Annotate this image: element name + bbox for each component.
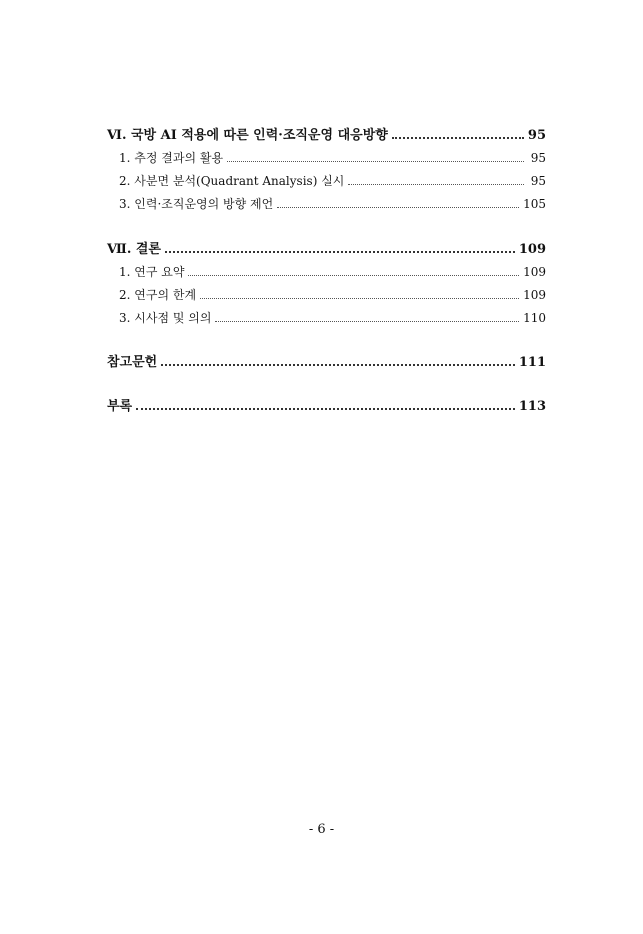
toc-page-number: 109 [523, 265, 546, 279]
toc-section[interactable] [107, 261, 546, 284]
toc-page-number: 95 [530, 151, 546, 165]
toc-leader [136, 408, 515, 410]
toc-leader [277, 207, 519, 208]
toc-leader [348, 184, 524, 185]
toc-references[interactable] [107, 351, 546, 374]
toc-section[interactable] [107, 307, 546, 330]
toc-section-title: 3. 시사점 및 의의 [119, 311, 212, 325]
toc-appendix[interactable] [107, 395, 546, 418]
toc-leader [165, 251, 515, 253]
toc-page-number: 105 [523, 197, 546, 211]
toc-leader [188, 275, 519, 276]
toc-page-number: 110 [523, 311, 546, 325]
toc-section-title: 2. 연구의 한계 [119, 288, 197, 302]
toc-section-title: 1. 추정 결과의 활용 [119, 151, 224, 165]
toc-page-number: 95 [527, 128, 546, 143]
toc-section-title: 1. 연구 요약 [119, 265, 185, 279]
toc-chapter-title: Ⅵ. 국방 AI 적용에 따른 인력·조직운영 대응방향 [107, 128, 388, 143]
toc-spacer [107, 330, 546, 351]
toc-section-title: 3. 인력·조직운영의 방향 제언 [119, 197, 274, 211]
toc-leader [227, 161, 524, 162]
page-footer-number: - 6 - [308, 822, 335, 837]
toc-page-number: 111 [518, 355, 546, 370]
toc-chapter-title: Ⅶ. 결론 [107, 242, 161, 257]
table-of-contents [107, 124, 546, 418]
toc-section-title: 2. 사분면 분석(Quadrant Analysis) 실시 [119, 174, 345, 188]
toc-section[interactable] [107, 147, 546, 170]
toc-page-number: 95 [530, 174, 546, 188]
toc-page-number: 109 [523, 288, 546, 302]
toc-page-number: 113 [518, 399, 546, 414]
toc-leader [161, 364, 515, 366]
toc-chapter-title: 참고문헌 [107, 355, 158, 370]
toc-chapter-7[interactable] [107, 238, 546, 261]
toc-chapter-title: 부록 [107, 399, 133, 414]
toc-leader [215, 321, 519, 322]
toc-section[interactable] [107, 284, 546, 307]
toc-spacer [107, 216, 546, 238]
toc-section[interactable] [107, 170, 546, 193]
toc-leader [392, 137, 524, 139]
toc-spacer [107, 374, 546, 395]
toc-chapter-6[interactable] [107, 124, 546, 147]
toc-leader [200, 298, 519, 299]
toc-page-number: 109 [518, 242, 546, 257]
toc-section[interactable] [107, 193, 546, 216]
